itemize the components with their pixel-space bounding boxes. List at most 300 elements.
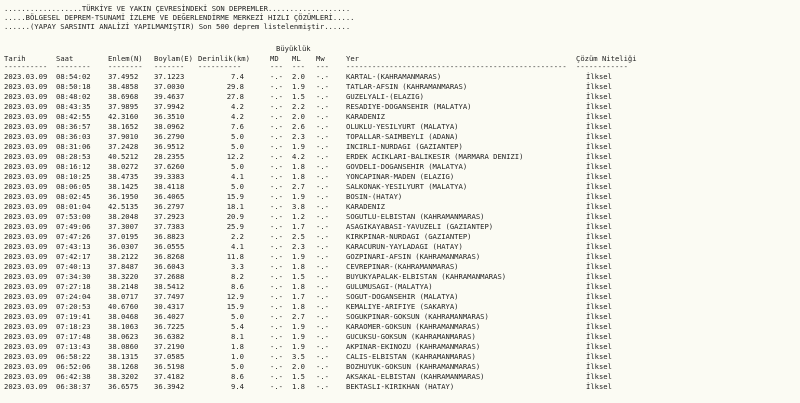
table-row: [0, 182, 800, 192]
md-cell: -.-: [270, 262, 283, 271]
table-row: [0, 262, 800, 272]
place-cell: AKPINAR-EKINOZU (KAHRAMANMARAS): [346, 342, 481, 351]
lat-cell: 38.3202: [108, 372, 139, 381]
ml-cell: 4.2: [292, 152, 305, 161]
depth-cell: 15.9: [226, 192, 244, 201]
mw-cell: -.-: [316, 222, 329, 231]
col-time: Saat: [56, 54, 74, 63]
col-md: MD: [270, 54, 279, 63]
lon-cell: 37.2923: [154, 212, 185, 221]
mw-cell: -.-: [316, 302, 329, 311]
quality-cell: İlksel: [586, 262, 612, 271]
place-cell: GULUMUSAGI-(MALATYA): [346, 282, 433, 291]
mw-cell: -.-: [316, 92, 329, 101]
table-row: [0, 352, 800, 362]
depth-cell: 20.9: [226, 212, 244, 221]
table-row: [0, 122, 800, 132]
lat-cell: 42.5135: [108, 202, 139, 211]
md-cell: -.-: [270, 152, 283, 161]
lon-cell: 37.7497: [154, 292, 185, 301]
mw-cell: -.-: [316, 242, 329, 251]
depth-cell: 5.0: [231, 132, 244, 141]
ml-cell: 1.2: [292, 212, 305, 221]
col-depth: Derinlik(km): [198, 54, 250, 63]
table-row: [0, 102, 800, 112]
date-cell: 2023.03.09: [4, 172, 48, 181]
lat-cell: 38.2148: [108, 282, 139, 291]
place-cell: ASAGIKAYABASI-YAVUZELI (GAZIANTEP): [346, 222, 494, 231]
mw-cell: -.-: [316, 322, 329, 331]
ml-cell: 1.9: [292, 82, 305, 91]
table-row: [0, 212, 800, 222]
place-cell: KARADENIZ: [346, 112, 385, 121]
md-cell: -.-: [270, 82, 283, 91]
place-cell: TOPALLAR-SAIMBEYLI (ADANA): [346, 132, 459, 141]
time-cell: 08:16:12: [56, 162, 91, 171]
place-cell: BOZHUYUK-GOKSUN (KAHRAMANMARAS): [346, 362, 481, 371]
lon-cell: 37.7383: [154, 222, 185, 231]
md-cell: -.-: [270, 132, 283, 141]
md-cell: -.-: [270, 102, 283, 111]
table-row: [0, 272, 800, 282]
date-cell: 2023.03.09: [4, 182, 48, 191]
sep-md: ---: [270, 62, 283, 71]
lat-cell: 40.6760: [108, 302, 139, 311]
time-cell: 07:24:04: [56, 292, 91, 301]
time-cell: 08:54:02: [56, 72, 91, 81]
lon-cell: 39.4637: [154, 92, 185, 101]
col-quality: Çözüm Niteliği: [576, 54, 637, 63]
date-cell: 2023.03.09: [4, 232, 48, 241]
table-row: [0, 362, 800, 372]
time-cell: 08:28:53: [56, 152, 91, 161]
date-cell: 2023.03.09: [4, 352, 48, 361]
place-cell: GOZPINARI-AFSIN (KAHRAMANMARAS): [346, 252, 481, 261]
md-cell: -.-: [270, 242, 283, 251]
place-cell: GOVDELI-DOGANSEHIR (MALATYA): [346, 162, 468, 171]
time-cell: 07:19:41: [56, 312, 91, 321]
mw-cell: -.-: [316, 252, 329, 261]
date-cell: 2023.03.09: [4, 282, 48, 291]
lat-cell: 37.9010: [108, 132, 139, 141]
lat-cell: 38.4858: [108, 82, 139, 91]
place-cell: AKSAKAL-ELBISTAN (KAHRAMANMARAS): [346, 372, 485, 381]
date-cell: 2023.03.09: [4, 262, 48, 271]
sep-ml: ---: [292, 62, 305, 71]
lat-cell: 38.6968: [108, 92, 139, 101]
ml-cell: 2.0: [292, 72, 305, 81]
depth-cell: 12.9: [226, 292, 244, 301]
lon-cell: 36.2790: [154, 132, 185, 141]
ml-cell: 1.9: [292, 332, 305, 341]
sep-lat: --------: [108, 62, 143, 71]
quality-cell: İlksel: [586, 202, 612, 211]
magnitude-title: Büyüklük: [276, 44, 311, 53]
table-row: [0, 92, 800, 102]
time-cell: 08:48:02: [56, 92, 91, 101]
md-cell: -.-: [270, 252, 283, 261]
ml-cell: 1.7: [292, 222, 305, 231]
date-cell: 2023.03.09: [4, 142, 48, 151]
lon-cell: 36.2797: [154, 202, 185, 211]
md-cell: -.-: [270, 122, 283, 131]
lat-cell: 36.0307: [108, 242, 139, 251]
md-cell: -.-: [270, 382, 283, 391]
md-cell: -.-: [270, 92, 283, 101]
time-cell: 06:58:22: [56, 352, 91, 361]
place-cell: SOGUKPINAR-GOKSUN (KAHRAMANMARAS): [346, 312, 489, 321]
ml-cell: 1.8: [292, 382, 305, 391]
mw-cell: -.-: [316, 112, 329, 121]
mw-cell: -.-: [316, 292, 329, 301]
mw-cell: -.-: [316, 132, 329, 141]
ml-cell: 1.8: [292, 172, 305, 181]
md-cell: -.-: [270, 192, 283, 201]
mw-cell: -.-: [316, 382, 329, 391]
time-cell: 07:34:30: [56, 272, 91, 281]
depth-cell: 7.4: [231, 72, 244, 81]
quality-cell: İlksel: [586, 352, 612, 361]
agency-line: .....BÖLGESEL DEPREM-TSUNAMİ İZLEME VE DEĞERLENDİRME MERKEZİ HIZLI ÇÖZÜMLERİ.....: [4, 13, 355, 22]
col-ml: ML: [292, 54, 301, 63]
mw-cell: -.-: [316, 232, 329, 241]
quality-cell: İlksel: [586, 142, 612, 151]
date-cell: 2023.03.09: [4, 272, 48, 281]
ml-cell: 2.0: [292, 112, 305, 121]
table-row: [0, 382, 800, 392]
md-cell: -.-: [270, 332, 283, 341]
ml-cell: 2.3: [292, 132, 305, 141]
lon-cell: 36.3510: [154, 112, 185, 121]
date-cell: 2023.03.09: [4, 322, 48, 331]
lat-cell: 38.1425: [108, 182, 139, 191]
lat-cell: 37.0195: [108, 232, 139, 241]
quality-cell: İlksel: [586, 382, 612, 391]
mw-cell: -.-: [316, 202, 329, 211]
quality-cell: İlksel: [586, 222, 612, 231]
time-cell: 07:42:17: [56, 252, 91, 261]
place-cell: BEKTASLI-KIRIKHAN (HATAY): [346, 382, 455, 391]
sep-place: ---------------------------------------------------: [346, 62, 567, 71]
lat-cell: 36.6575: [108, 382, 139, 391]
lat-cell: 37.8487: [108, 262, 139, 271]
quality-cell: İlksel: [586, 92, 612, 101]
table-row: [0, 232, 800, 242]
time-cell: 08:06:05: [56, 182, 91, 191]
time-cell: 06:38:37: [56, 382, 91, 391]
lon-cell: 36.4065: [154, 192, 185, 201]
md-cell: -.-: [270, 112, 283, 121]
place-cell: OLUKLU-YESILYURT (MALATYA): [346, 122, 459, 131]
depth-cell: 3.3: [231, 262, 244, 271]
ml-cell: 1.5: [292, 372, 305, 381]
date-cell: 2023.03.09: [4, 112, 48, 121]
ml-cell: 2.7: [292, 182, 305, 191]
mw-cell: -.-: [316, 182, 329, 191]
date-cell: 2023.03.09: [4, 72, 48, 81]
date-cell: 2023.03.09: [4, 292, 48, 301]
md-cell: -.-: [270, 312, 283, 321]
col-lon: Boylam(E): [154, 54, 193, 63]
lon-cell: 38.0962: [154, 122, 185, 131]
mw-cell: -.-: [316, 342, 329, 351]
time-cell: 07:18:23: [56, 322, 91, 331]
table-row: [0, 322, 800, 332]
depth-cell: 1.8: [231, 342, 244, 351]
lat-cell: 38.2122: [108, 252, 139, 261]
notice-line: ......(YAPAY SARSINTI ANALİZİ YAPILMAMIŞTIR) Son 500 deprem listelenmiştir......: [4, 22, 351, 31]
ml-cell: 2.2: [292, 102, 305, 111]
date-cell: 2023.03.09: [4, 122, 48, 131]
time-cell: 07:20:53: [56, 302, 91, 311]
place-cell: KARADENIZ: [346, 202, 385, 211]
depth-cell: 29.8: [226, 82, 244, 91]
place-cell: KARACURUN-YAYLADAGI (HATAY): [346, 242, 463, 251]
mw-cell: -.-: [316, 82, 329, 91]
sep-depth: ----------: [198, 62, 242, 71]
table-row: [0, 302, 800, 312]
table-row: [0, 282, 800, 292]
date-cell: 2023.03.09: [4, 132, 48, 141]
place-cell: BOSIN-(HATAY): [346, 192, 403, 201]
depth-cell: 5.0: [231, 162, 244, 171]
md-cell: -.-: [270, 182, 283, 191]
quality-cell: İlksel: [586, 162, 612, 171]
depth-cell: 2.2: [231, 232, 244, 241]
table-row: [0, 202, 800, 212]
time-cell: 06:52:06: [56, 362, 91, 371]
lon-cell: 36.6382: [154, 332, 185, 341]
lon-cell: 39.3383: [154, 172, 185, 181]
lat-cell: 38.3220: [108, 272, 139, 281]
mw-cell: -.-: [316, 282, 329, 291]
depth-cell: 9.4: [231, 382, 244, 391]
place-cell: ERDEK ACIKLARI-BALIKESIR (MARMARA DENIZI): [346, 152, 524, 161]
lat-cell: 37.3007: [108, 222, 139, 231]
quality-cell: İlksel: [586, 342, 612, 351]
lon-cell: 37.4182: [154, 372, 185, 381]
quality-cell: İlksel: [586, 82, 612, 91]
lat-cell: 42.3160: [108, 112, 139, 121]
mw-cell: -.-: [316, 312, 329, 321]
lon-cell: 37.1223: [154, 72, 185, 81]
lon-cell: 36.7225: [154, 322, 185, 331]
place-cell: CALIS-ELBISTAN (KAHRAMANMARAS): [346, 352, 476, 361]
quality-cell: İlksel: [586, 272, 612, 281]
table-row: [0, 162, 800, 172]
sep-mw: ---: [316, 62, 329, 71]
table-row: [0, 112, 800, 122]
depth-cell: 7.6: [231, 122, 244, 131]
ml-cell: 1.8: [292, 282, 305, 291]
quality-cell: İlksel: [586, 72, 612, 81]
mw-cell: -.-: [316, 72, 329, 81]
md-cell: -.-: [270, 302, 283, 311]
depth-cell: 27.8: [226, 92, 244, 101]
lon-cell: 38.5412: [154, 282, 185, 291]
ml-cell: 1.8: [292, 262, 305, 271]
lon-cell: 37.0585: [154, 352, 185, 361]
date-cell: 2023.03.09: [4, 332, 48, 341]
sep-time: --------: [56, 62, 91, 71]
md-cell: -.-: [270, 362, 283, 371]
place-cell: SALKONAK-YESILYURT (MALATYA): [346, 182, 468, 191]
depth-cell: 8.2: [231, 272, 244, 281]
time-cell: 08:01:04: [56, 202, 91, 211]
table-row: [0, 172, 800, 182]
lon-cell: 37.6260: [154, 162, 185, 171]
place-cell: SOGUT-DOGANSEHIR (MALATYA): [346, 292, 459, 301]
date-cell: 2023.03.09: [4, 252, 48, 261]
md-cell: -.-: [270, 372, 283, 381]
ml-cell: 1.9: [292, 342, 305, 351]
ml-cell: 1.8: [292, 162, 305, 171]
table-row: [0, 252, 800, 262]
lon-cell: 36.0555: [154, 242, 185, 251]
lat-cell: 36.1950: [108, 192, 139, 201]
depth-cell: 8.1: [231, 332, 244, 341]
lat-cell: 38.0860: [108, 342, 139, 351]
md-cell: -.-: [270, 172, 283, 181]
col-lat: Enlem(N): [108, 54, 143, 63]
date-cell: 2023.03.09: [4, 362, 48, 371]
ml-cell: 1.7: [292, 292, 305, 301]
lat-cell: 38.0623: [108, 332, 139, 341]
lon-cell: 36.3942: [154, 382, 185, 391]
mw-cell: -.-: [316, 192, 329, 201]
time-cell: 07:13:43: [56, 342, 91, 351]
place-cell: RESADIYE-DOGANSEHIR (MALATYA): [346, 102, 472, 111]
separator-row: [0, 62, 800, 72]
lat-cell: 37.4952: [108, 72, 139, 81]
ml-cell: 1.9: [292, 252, 305, 261]
table-row: [0, 312, 800, 322]
table-row: [0, 342, 800, 352]
mw-cell: -.-: [316, 102, 329, 111]
ml-cell: 1.5: [292, 92, 305, 101]
ml-cell: 1.9: [292, 322, 305, 331]
quality-cell: İlksel: [586, 372, 612, 381]
time-cell: 07:43:13: [56, 242, 91, 251]
date-cell: 2023.03.09: [4, 312, 48, 321]
lat-cell: 38.2048: [108, 212, 139, 221]
table-row: [0, 82, 800, 92]
table-row: [0, 142, 800, 152]
lon-cell: 36.4027: [154, 312, 185, 321]
quality-cell: İlksel: [586, 182, 612, 191]
place-cell: SOGUTLU-ELBISTAN (KAHRAMANMARAS): [346, 212, 485, 221]
quality-cell: İlksel: [586, 172, 612, 181]
date-cell: 2023.03.09: [4, 82, 48, 91]
mw-cell: -.-: [316, 152, 329, 161]
time-cell: 08:31:06: [56, 142, 91, 151]
date-cell: 2023.03.09: [4, 162, 48, 171]
depth-cell: 1.0: [231, 352, 244, 361]
time-cell: 07:40:13: [56, 262, 91, 271]
md-cell: -.-: [270, 162, 283, 171]
lat-cell: 38.1315: [108, 352, 139, 361]
lat-cell: 38.0468: [108, 312, 139, 321]
time-cell: 08:10:25: [56, 172, 91, 181]
md-cell: -.-: [270, 282, 283, 291]
md-cell: -.-: [270, 322, 283, 331]
md-cell: -.-: [270, 272, 283, 281]
depth-cell: 5.0: [231, 362, 244, 371]
depth-cell: 4.2: [231, 102, 244, 111]
md-cell: -.-: [270, 342, 283, 351]
place-cell: KARAOMER-GOKSUN (KAHRAMANMARAS): [346, 322, 481, 331]
depth-cell: 15.9: [226, 302, 244, 311]
lat-cell: 37.9895: [108, 102, 139, 111]
mw-cell: -.-: [316, 122, 329, 131]
depth-cell: 8.6: [231, 282, 244, 291]
lat-cell: 38.1652: [108, 122, 139, 131]
place-cell: KARTAL-(KAHRAMANMARAS): [346, 72, 442, 81]
lon-cell: 37.9942: [154, 102, 185, 111]
ml-cell: 3.8: [292, 202, 305, 211]
mw-cell: -.-: [316, 332, 329, 341]
lon-cell: 38.4118: [154, 182, 185, 191]
table-row: [0, 332, 800, 342]
md-cell: -.-: [270, 222, 283, 231]
date-cell: 2023.03.09: [4, 302, 48, 311]
place-cell: KIRKPINAR-NURDAGI (GAZIANTEP): [346, 232, 472, 241]
mw-cell: -.-: [316, 272, 329, 281]
quality-cell: İlksel: [586, 132, 612, 141]
md-cell: -.-: [270, 72, 283, 81]
lon-cell: 36.8823: [154, 232, 185, 241]
lat-cell: 38.4735: [108, 172, 139, 181]
ml-cell: 2.0: [292, 362, 305, 371]
table-row: [0, 222, 800, 232]
depth-cell: 4.1: [231, 242, 244, 251]
mw-cell: -.-: [316, 352, 329, 361]
lon-cell: 36.9512: [154, 142, 185, 151]
time-cell: 07:53:00: [56, 212, 91, 221]
ml-cell: 1.9: [292, 192, 305, 201]
place-cell: TATLAR-AFSIN (KAHRAMANMARAS): [346, 82, 468, 91]
time-cell: 08:36:03: [56, 132, 91, 141]
lon-cell: 36.8268: [154, 252, 185, 261]
depth-cell: 11.8: [226, 252, 244, 261]
depth-cell: 5.0: [231, 182, 244, 191]
lon-cell: 37.0030: [154, 82, 185, 91]
lat-cell: 37.2428: [108, 142, 139, 151]
quality-cell: İlksel: [586, 192, 612, 201]
quality-cell: İlksel: [586, 362, 612, 371]
time-cell: 08:02:45: [56, 192, 91, 201]
lat-cell: 38.1063: [108, 322, 139, 331]
date-cell: 2023.03.09: [4, 102, 48, 111]
lon-cell: 37.2688: [154, 272, 185, 281]
sep-quality: ------------: [576, 62, 628, 71]
depth-cell: 8.6: [231, 372, 244, 381]
place-cell: BUYUKYAPALAK-ELBISTAN (KAHRAMANMARAS): [346, 272, 507, 281]
quality-cell: İlksel: [586, 232, 612, 241]
place-cell: INCIRLI-NURDAGI (GAZIANTEP): [346, 142, 463, 151]
quality-cell: İlksel: [586, 312, 612, 321]
date-cell: 2023.03.09: [4, 372, 48, 381]
quality-cell: İlksel: [586, 242, 612, 251]
ml-cell: 2.7: [292, 312, 305, 321]
ml-cell: 2.6: [292, 122, 305, 131]
place-cell: CEVREPINAR-(KAHRAMANMARAS): [346, 262, 459, 271]
date-cell: 2023.03.09: [4, 342, 48, 351]
mw-cell: -.-: [316, 212, 329, 221]
date-cell: 2023.03.09: [4, 382, 48, 391]
time-cell: 06:42:38: [56, 372, 91, 381]
date-cell: 2023.03.09: [4, 152, 48, 161]
